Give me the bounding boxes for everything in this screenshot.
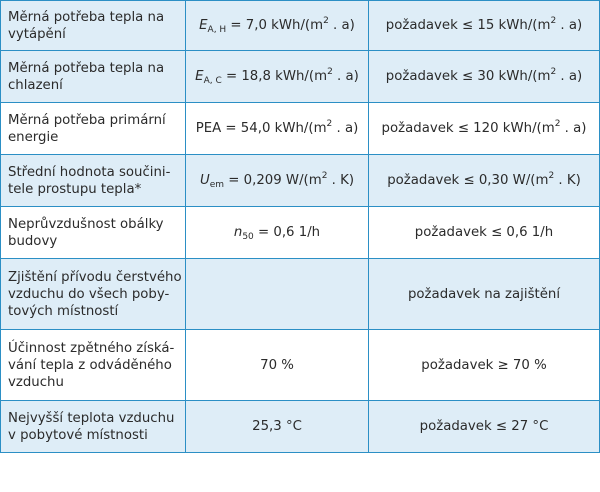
requirement-cell	[369, 259, 600, 330]
measured-value-cell	[186, 207, 369, 259]
table-row	[1, 330, 600, 401]
parameter-label-line: energie	[8, 129, 59, 145]
measured-value-cell	[186, 330, 369, 401]
measured-value-cell	[186, 103, 369, 155]
requirement-cell	[369, 155, 600, 207]
value-text: 25,3 °C	[252, 419, 302, 434]
parameter-label-line: Účinnost zpětného získá-	[8, 340, 175, 356]
table-row	[1, 155, 600, 207]
value-unit-tail: . a)	[332, 69, 359, 84]
parameter-label-cell	[1, 401, 186, 453]
requirement-unit-tail: . a)	[556, 18, 583, 33]
value-text: PEA = 54,0 kWh/(m	[195, 121, 327, 136]
table-row	[1, 207, 600, 259]
requirement-text: požadavek ≤ 15 kWh/(m	[385, 18, 551, 33]
requirement-text: požadavek na zajištění	[407, 286, 561, 302]
parameter-label-cell	[1, 103, 186, 155]
parameter-label-line: tových místností	[8, 303, 119, 319]
value-unit-tail: . a)	[328, 18, 355, 33]
requirement-unit-tail: . a)	[556, 69, 583, 84]
measured-value-cell	[186, 155, 369, 207]
table-body	[1, 1, 600, 453]
value-superscript: 2	[326, 119, 333, 129]
table-row	[1, 401, 600, 453]
measured-value-cell	[186, 401, 369, 453]
parameter-label-cell	[1, 1, 186, 51]
parameter-label-line: vytápění	[8, 26, 66, 42]
value-superscript: 2	[327, 67, 333, 77]
value-text: = 7,0 kWh/(m	[226, 18, 324, 33]
parameter-label-line: vání tepla z odváděného	[8, 357, 172, 373]
table-row	[1, 51, 600, 103]
parameter-label-cell	[1, 207, 186, 259]
requirement-superscript: 2	[550, 67, 557, 77]
requirement-unit-tail: . K)	[554, 173, 581, 188]
requirement-text: požadavek ≤ 30 kWh/(m	[385, 69, 551, 84]
value-subscript: em	[209, 180, 225, 190]
parameter-label-line: Měrná potřeba tepla na	[8, 60, 165, 76]
parameter-label-line: vzduchu do všech poby-	[8, 286, 170, 302]
parameter-label-line: v pobytové místnosti	[8, 427, 148, 443]
value-text: = 0,6 1/h	[253, 225, 321, 240]
value-symbol: U	[199, 173, 210, 188]
requirement-text: požadavek ≤ 0,30 W/(m	[387, 173, 549, 188]
value-symbol: E	[195, 69, 204, 84]
value-unit-tail: . a)	[332, 121, 359, 136]
table-row	[1, 103, 600, 155]
table-row	[1, 259, 600, 330]
parameter-label-line: Měrná potřeba primární	[8, 112, 166, 128]
parameter-label-line: Měrná potřeba tepla na	[8, 9, 165, 25]
value-subscript: 50	[242, 232, 254, 242]
requirement-cell	[369, 1, 600, 51]
value-symbol: n	[233, 225, 243, 240]
requirement-superscript: 2	[554, 119, 561, 129]
parameter-label-line: Střední hodnota součini-	[8, 164, 171, 180]
requirement-text: požadavek ≤ 27 °C	[419, 419, 549, 434]
measured-value-cell	[186, 51, 369, 103]
measured-value-cell	[186, 259, 369, 330]
requirement-cell	[369, 103, 600, 155]
table-row	[1, 1, 600, 51]
requirement-cell	[369, 51, 600, 103]
value-superscript: 2	[323, 16, 329, 26]
parameter-label-line: budovy	[8, 233, 58, 249]
parameter-label-cell	[1, 155, 186, 207]
requirement-cell	[369, 330, 600, 401]
parameter-label-line: Nejvyšší teplota vzduchu	[8, 410, 175, 426]
requirement-cell	[369, 401, 600, 453]
parameter-label-cell	[1, 259, 186, 330]
value-subscript: A, C	[203, 76, 222, 86]
requirement-cell	[369, 207, 600, 259]
parameter-label-line: tele prostupu tepla*	[8, 181, 142, 197]
requirement-superscript: 2	[550, 16, 557, 26]
parameter-label-line: vzduchu	[8, 374, 64, 390]
value-subscript: A, H	[207, 25, 227, 35]
value-text: = 0,209 W/(m	[224, 173, 322, 188]
requirement-text: požadavek ≤ 120 kWh/(m	[381, 121, 555, 136]
value-text: 70 %	[260, 357, 294, 373]
requirement-superscript: 2	[548, 171, 555, 181]
requirement-unit-tail: . a)	[560, 121, 587, 136]
requirement-text: požadavek ≥ 70 %	[421, 357, 547, 373]
requirement-text: požadavek ≤ 0,6 1/h	[414, 225, 554, 240]
parameter-label-line: Zjištění přívodu čerstvého	[8, 269, 182, 285]
value-superscript: 2	[321, 171, 328, 181]
parameter-label-cell	[1, 51, 186, 103]
value-text: = 18,8 kWh/(m	[221, 69, 328, 84]
measured-value-cell	[186, 1, 369, 51]
value-symbol: E	[199, 18, 208, 33]
parameter-label-line: chlazení	[8, 77, 63, 93]
parameter-label-cell	[1, 330, 186, 401]
value-unit-tail: . K)	[327, 173, 355, 188]
parameter-label-line: Neprůvzdušnost obálky	[8, 216, 164, 232]
